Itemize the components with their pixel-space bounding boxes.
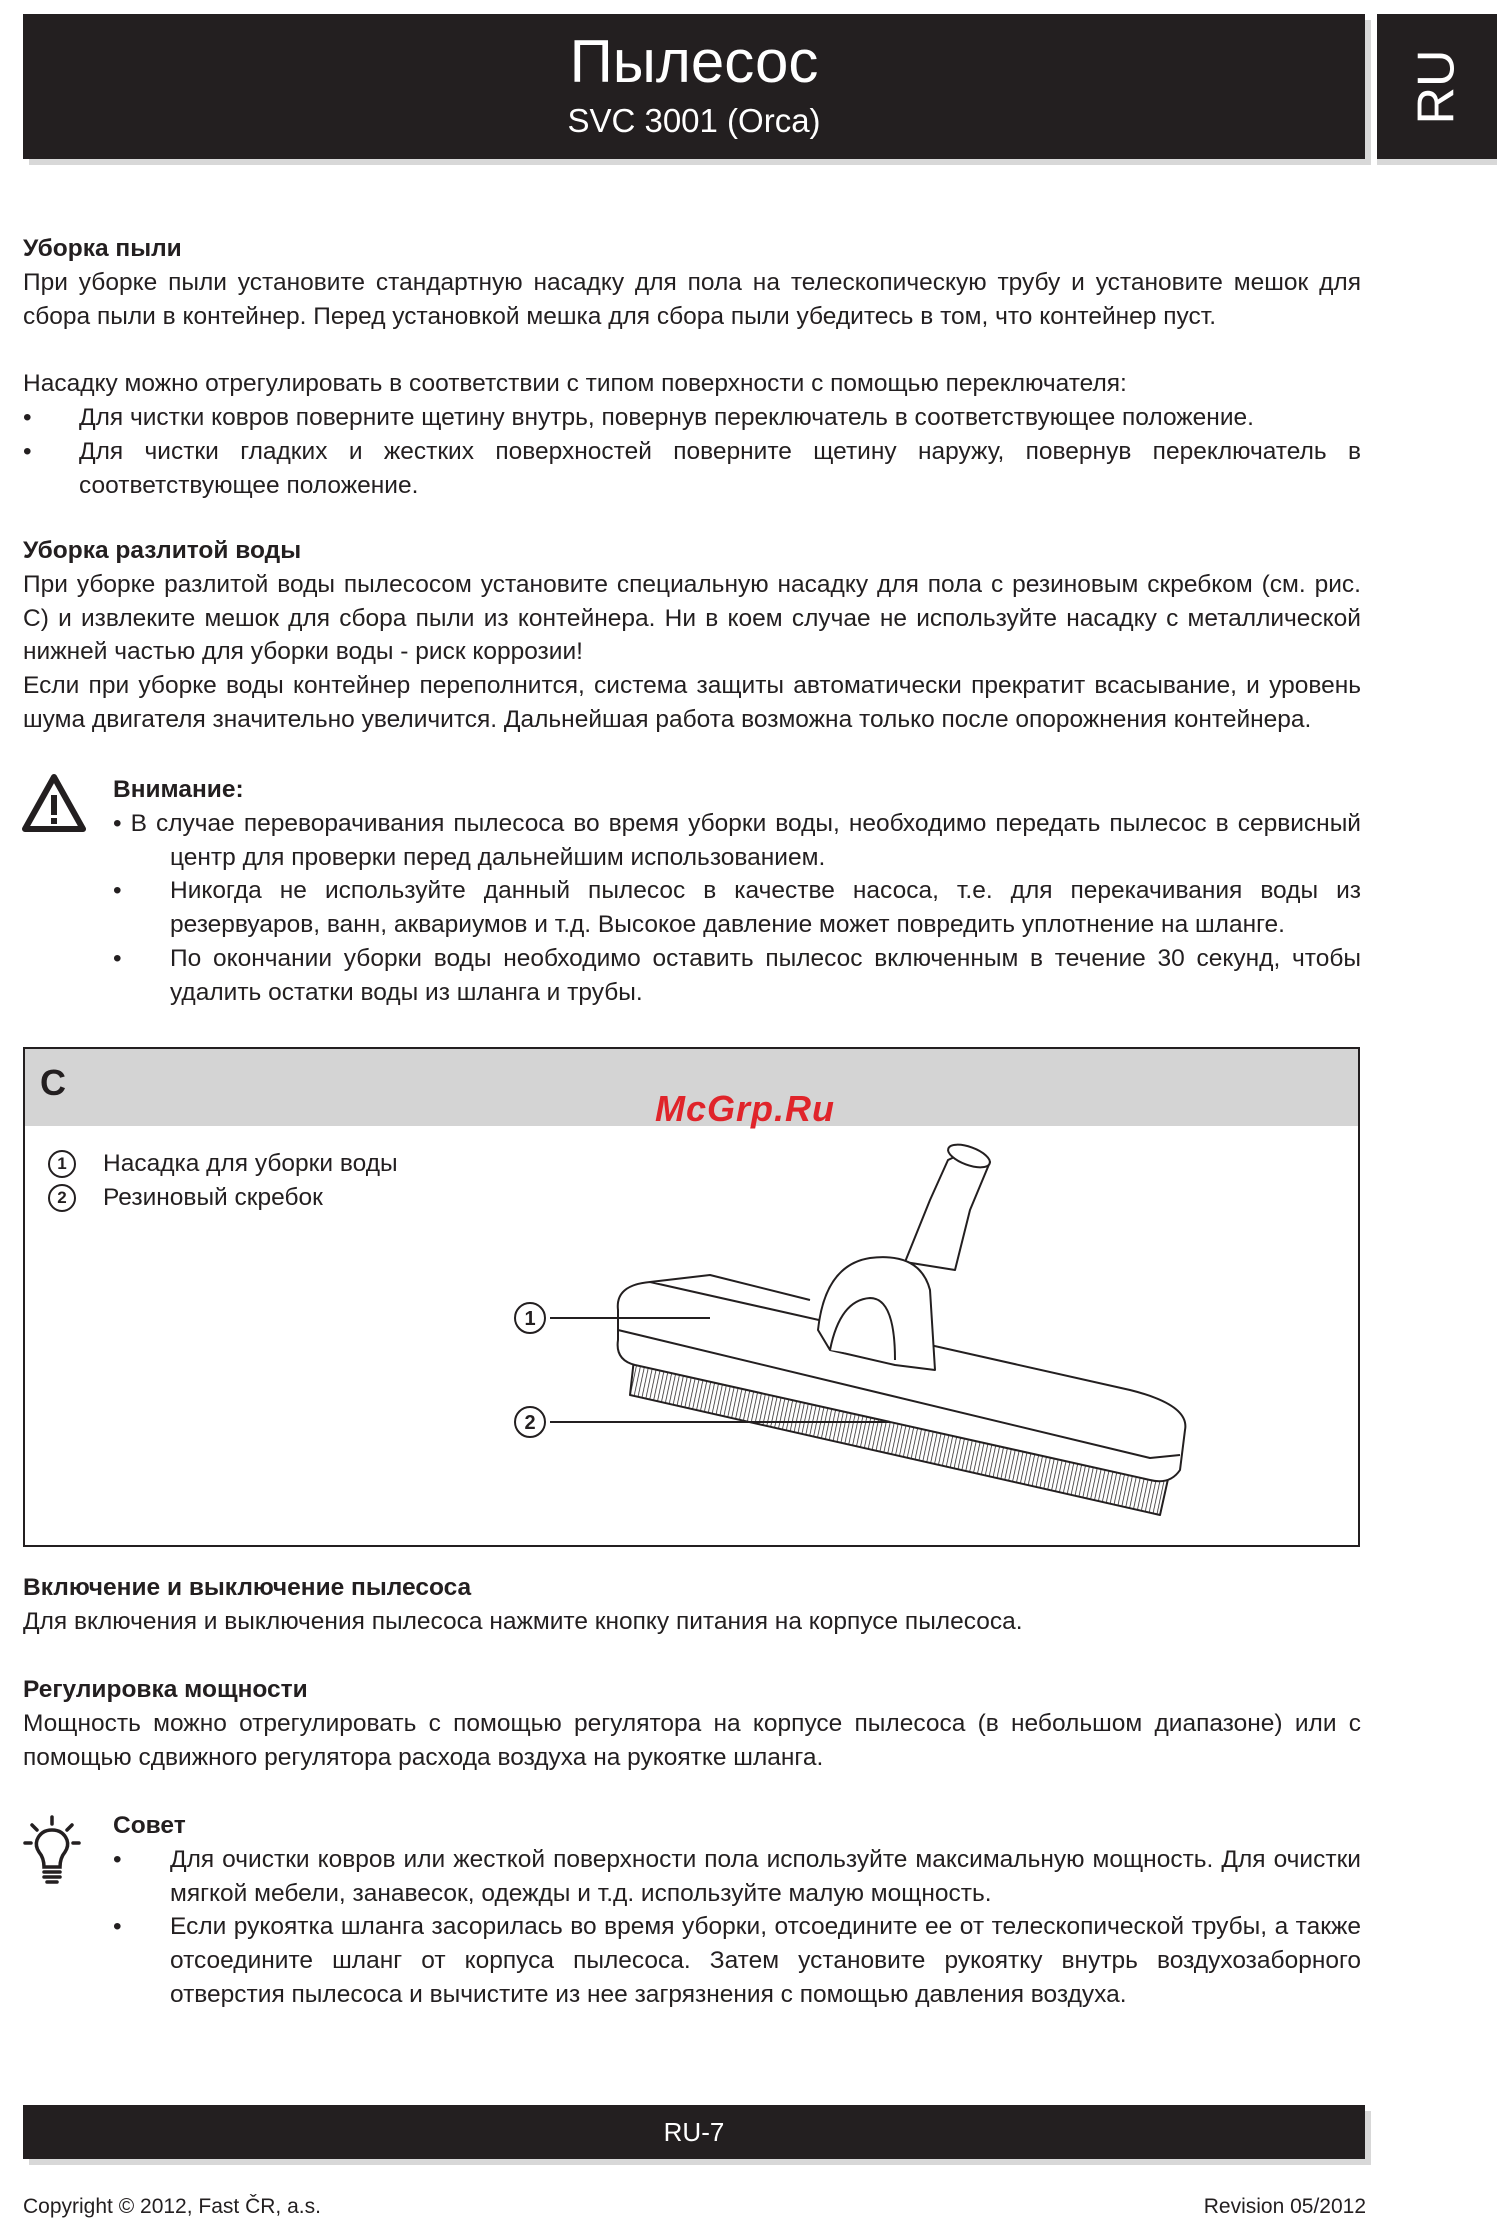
list-item: • Для чистки ковров поверните щетину внутрь, повернув переключатель в соответствующее положение. xyxy=(23,403,1254,431)
water-nozzle-illustration xyxy=(500,1140,1200,1520)
section-heading: Уборка пыли xyxy=(23,235,182,262)
section-heading: Регулировка мощности xyxy=(23,1676,308,1703)
list-item: • Если рукоятка шланга засорилась во время уборки, отсоедините ее от телескопической трубы, а также отсоедините шланг от корпуса пылесоса. Затем установите рукоятку внутрь воздухозаборного отверстия пылесоса и вычистите из нее загрязнения с помощью давления воздуха. xyxy=(113,1913,1361,2008)
legend-item xyxy=(48,1181,398,1215)
copyright: Copyright © 2012, Fast ČR, a.s. xyxy=(23,2195,321,2218)
figure-legend xyxy=(48,1147,398,1215)
section-dust xyxy=(23,232,1361,502)
paragraph: Если при уборке воды контейнер переполнится, система защиты автоматически прекратит всасывание, и уровень шума двигателя значительно увеличится. Дальнейшая работа возможна только после опорожнения контейнера. xyxy=(23,672,1361,733)
section-power xyxy=(23,1571,1361,1639)
list-item: • Для очистки ковров или жесткой поверхности пола используйте максимальную мощность. Для очистки мягкой мебели, занавесок, одежды и т.д. используйте малую мощность. xyxy=(113,1845,1361,1907)
section-regulation xyxy=(23,1673,1361,1774)
list-item: • Для чистки гладких и жестких поверхностей поверните щетину наружу, повернув переключатель в соответствующее положение. xyxy=(23,437,1361,499)
legend-label: Резиновый скребок xyxy=(103,1183,323,1211)
paragraph: Насадку можно отрегулировать в соответствии с типом поверхности с помощью переключателя: xyxy=(23,370,1127,398)
section-warning xyxy=(113,773,1361,1010)
warning-heading: Внимание: xyxy=(113,776,244,803)
section-tip xyxy=(113,1809,1361,2012)
figure-letter: C xyxy=(40,1062,66,1103)
paragraph: При уборке разлитой воды пылесосом установите специальную насадку для пола с резиновым скребком (см. рис. C) и извлеките мешок для сбора пыли из контейнера. Ни в коем случае не используйте насадку с металлической нижней частью для уборки воды - риск коррозии! xyxy=(23,570,1361,666)
list-item: • По окончании уборки воды необходимо оставить пылесос включенным в течение 30 секунд, чтобы удалить остатки воды из шланга и трубы. xyxy=(113,944,1361,1006)
paragraph: Для включения и выключения пылесоса нажмите кнопку питания на корпусе пылесоса. xyxy=(23,1607,1023,1635)
page-number: RU-7 xyxy=(663,2117,725,2147)
legend-number: 1 xyxy=(48,1150,76,1178)
warning-triangle-icon xyxy=(22,773,86,833)
callout-number: 1 xyxy=(524,1308,536,1330)
legend-number: 2 xyxy=(48,1184,76,1212)
legend-item xyxy=(48,1147,398,1181)
callout-number: 2 xyxy=(524,1412,536,1434)
section-heading: Уборка разлитой воды xyxy=(23,537,302,564)
revision: Revision 05/2012 xyxy=(1203,2195,1366,2218)
language-label: RU xyxy=(1407,48,1466,125)
section-heading: Включение и выключение пылесоса xyxy=(23,1574,472,1601)
section-water xyxy=(23,534,1361,737)
watermark: McGrp.Ru xyxy=(655,1088,836,1129)
legend-label: Насадка для уборки воды xyxy=(103,1150,398,1177)
page-title: Пылесос xyxy=(569,28,819,95)
list-item: • Никогда не используйте данный пылесос в качестве насоса, т.е. для перекачивания воды из резервуаров, ванн, аквариумов и т.д. Высокое давление может повредить уплотнение на шланге. xyxy=(113,877,1361,939)
paragraph: Мощность можно отрегулировать с помощью регулятора на корпусе пылесоса (в небольшом диапазоне) или с помощью сдвижного регулятора расхода воздуха на рукоятке шланга. xyxy=(23,1709,1361,1771)
tip-heading: Совет xyxy=(113,1812,186,1839)
lightbulb-icon xyxy=(22,1815,82,1887)
model-subtitle: SVC 3001 (Orca) xyxy=(567,102,821,139)
list-item: • В случае переворачивания пылесоса во время уборки воды, необходимо передать пылесос в сервисный центр для проверки перед дальнейшим использованием. xyxy=(113,809,1361,871)
paragraph: При уборке пыли установите стандартную насадку для пола на телескопическую трубу и установите мешок для сбора пыли в контейнер. Перед установкой мешка для сбора пыли убедитесь в том, что контейнер пуст. xyxy=(23,268,1361,330)
